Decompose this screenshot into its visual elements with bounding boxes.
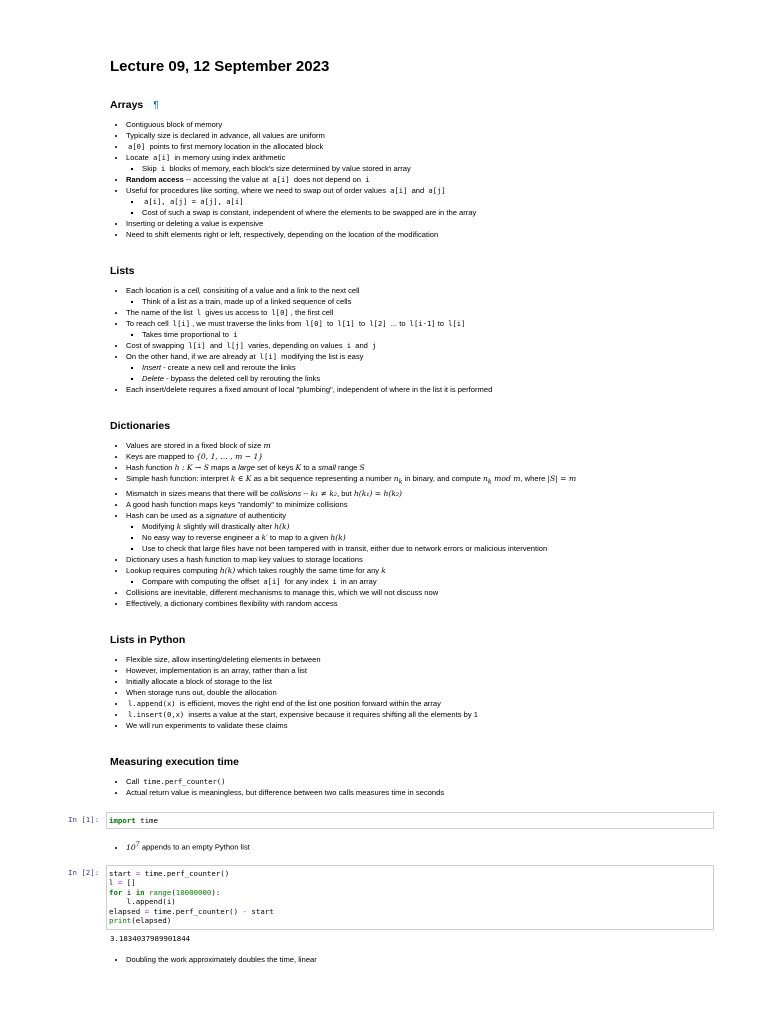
item-text: To reach cell	[126, 319, 169, 328]
list-item: • Each insert/delete requires a fixed amount of local "plumbing", independent of where in the list it is performed	[126, 384, 720, 395]
item-text: in binary, and compute	[404, 474, 481, 483]
item-text: which takes roughly the same time for any	[237, 565, 380, 575]
list-item	[142, 521, 720, 532]
item-text: On the other hand, if we are already at	[126, 352, 256, 361]
inline-code: l[2]	[369, 319, 387, 328]
item-text: to	[326, 319, 334, 328]
inline-code: l[i]	[172, 319, 191, 328]
item-text: to	[437, 319, 444, 328]
math-sub: k	[398, 478, 403, 486]
math: K	[295, 463, 302, 472]
code-input-1[interactable]	[106, 812, 714, 830]
code-text: l	[109, 878, 118, 888]
item-text: - create a new cell and reroute the links	[163, 363, 296, 372]
code-input-2[interactable]	[106, 865, 714, 930]
item-text: Hash can be used as a	[126, 510, 204, 520]
item-text: - bypass the deleted cell by rerouting the links	[166, 374, 321, 383]
dictionaries-list	[110, 440, 720, 609]
list-item: • Flexible size, allow inserting/deleting elements in between	[126, 654, 720, 665]
math-sub: k	[487, 478, 492, 486]
python-lists-heading: Lists in Python	[110, 633, 186, 646]
code-operator: -	[242, 906, 247, 916]
item-text: is efficient, moves the right end of the list one position forward within the array	[179, 698, 441, 708]
inline-code: time.perf_counter()	[143, 776, 226, 786]
list-item	[142, 576, 720, 587]
list-item: ▪ Cost of such a swap is constant, independent of where the elements to be swapped are in the array	[142, 207, 720, 218]
item-text: and	[411, 186, 425, 195]
item-text: Mismatch in sizes means that there will be	[126, 488, 269, 498]
inline-code: a[i]	[152, 153, 171, 162]
em-term: collisions	[270, 488, 302, 498]
item-text: modifying the list is easy	[281, 352, 364, 361]
list-item	[126, 698, 720, 709]
code-text: i	[122, 887, 136, 897]
math	[483, 474, 521, 486]
list-item	[142, 532, 720, 543]
item-text: Locate	[126, 153, 149, 162]
arrays-list	[110, 119, 720, 240]
list-item	[126, 440, 720, 451]
list-item: ▪ Use to check that large files have not been tampered with in transit, either due to network errors or malicious intervention	[142, 543, 720, 554]
inline-code: a[i], a[j] = a[j], a[i]	[144, 197, 244, 206]
item-text: in memory using index arithmetic	[174, 153, 286, 162]
sub-list	[126, 329, 720, 340]
inline-code: a[i]	[272, 175, 290, 184]
item-text: Useful for procedures like sorting, where we need to swap out of order values	[126, 186, 387, 195]
em-term: Insert	[142, 363, 161, 372]
item-text: -- accessing the value at	[185, 175, 269, 184]
list-item	[126, 307, 720, 318]
section-timing	[110, 755, 720, 798]
inline-code: l	[196, 308, 202, 317]
list-item	[126, 351, 720, 384]
math: h(k)	[330, 532, 346, 542]
lists-list	[110, 285, 720, 395]
item-text: to	[358, 319, 366, 328]
inline-code: a[0]	[128, 142, 146, 151]
sub-list	[126, 196, 720, 218]
item-text: range	[337, 463, 358, 472]
item-text: Hash function	[126, 463, 173, 472]
code-builtin: print	[109, 916, 132, 926]
inline-code: l[i]	[188, 341, 206, 350]
list-item: • We will run experiments to validate these claims	[126, 720, 720, 731]
code-text: start	[246, 906, 274, 916]
list-item: • Initially allocate a block of storage to the list	[126, 676, 720, 687]
inline-code: l[i-1]	[409, 319, 436, 328]
inline-code: i	[346, 341, 352, 350]
inline-code: i	[160, 164, 166, 173]
code-keyword: for	[109, 887, 123, 897]
list-item	[126, 141, 720, 152]
code-text: elapsed	[109, 906, 145, 916]
sub-list	[126, 163, 720, 174]
item-text: Modifying	[142, 521, 175, 531]
lists-heading: Lists	[110, 265, 135, 277]
item-text: consisiting of a value and a link to the next cell	[203, 286, 360, 295]
list-item: • Dictionary uses a hash function to map key values to storage locations	[126, 554, 720, 565]
item-text: gives us access to	[205, 308, 268, 317]
item-text: The name of the list	[126, 308, 193, 317]
list-item: • Doubling the work approximately doubles the time, linear	[126, 954, 720, 965]
inline-code: l[i]	[259, 352, 278, 361]
math: {0, 1, … , m − 1}	[196, 452, 264, 461]
inline-code: l.append(x)	[128, 698, 176, 708]
page-title: Lecture 09, 12 September 2023	[110, 58, 330, 75]
code-keyword: import	[109, 815, 136, 825]
list-item: • Collisions are inevitable, different mechanisms to manage this, which we will not discuss now	[126, 587, 720, 598]
list-item	[126, 462, 720, 473]
anchor-link-icon[interactable]: ¶	[153, 99, 159, 111]
math: k₁ ≠ k₂	[310, 488, 337, 498]
list-item	[142, 163, 720, 174]
code-cell-2	[68, 865, 720, 944]
list-item: • Need to shift elements right or left, respectively, depending on the location of the modification	[126, 229, 720, 240]
list-item	[126, 709, 720, 720]
list-item	[142, 362, 720, 373]
code-text: (elapsed)	[131, 916, 172, 926]
math-var: n	[393, 474, 399, 483]
item-text: to map to a given	[269, 532, 329, 542]
inline-code: l[1]	[337, 319, 355, 328]
item-text: , we must traverse the links from	[192, 319, 302, 328]
code-cell-1	[68, 812, 720, 830]
list-item: • Contiguous block of memory	[126, 119, 720, 130]
code-text: []	[122, 878, 136, 888]
math: S	[359, 463, 365, 472]
em-term: signature	[205, 510, 238, 520]
python-lists-list	[110, 654, 720, 731]
inline-code: a[i]	[390, 186, 408, 195]
list-item: • Effectively, a dictionary combines flexibility with random access	[126, 598, 720, 609]
math: k	[176, 521, 182, 531]
code-text: start	[109, 868, 136, 878]
code-text: l.append(i)	[109, 897, 176, 907]
item-text: Takes time proportional to	[142, 330, 229, 339]
item-text: varies, depending on values	[248, 341, 343, 350]
inline-code: i	[332, 576, 337, 586]
math: |S| = m	[547, 474, 577, 483]
math: h : K → S	[174, 463, 209, 472]
math-var: mod m	[494, 474, 521, 483]
sub-list	[126, 521, 720, 554]
list-item	[126, 318, 720, 340]
item-text: points to first memory location in the allocated block	[149, 142, 324, 151]
item-text: inserts a value at the start, expensive because it requires shifting all the elements by 1	[188, 709, 478, 719]
item-text: for any index	[284, 576, 329, 586]
section-dictionaries	[110, 419, 720, 609]
item-text: Compare with computing the offset	[142, 576, 260, 586]
cell-prompt: In [1]:	[68, 814, 100, 824]
list-item: ▪ Think of a list as a train, made up of a linked sequence of cells	[142, 296, 720, 307]
item-text: of authenticity	[239, 510, 287, 520]
code-number: 10000000	[175, 887, 212, 897]
math: h(k)	[274, 521, 290, 531]
sub-list	[126, 296, 720, 307]
cell-output: 3.1834037989901844	[110, 933, 191, 943]
item-text: and	[355, 341, 368, 350]
timing-heading: Measuring execution time	[110, 755, 239, 768]
item-text: in an array	[340, 576, 377, 586]
list-item: • Inserting or deleting a value is expensive	[126, 218, 720, 229]
math: k ∈ K	[230, 474, 252, 483]
list-item: • When storage runs out, double the allocation	[126, 687, 720, 698]
em-term: cell,	[187, 286, 202, 295]
list-item	[126, 451, 720, 462]
math: h(k₁) = h(k₂)	[353, 488, 402, 498]
dictionaries-heading: Dictionaries	[110, 420, 171, 432]
code-text: ):	[211, 887, 221, 897]
item-text: Cost of swapping	[126, 341, 185, 350]
list-item	[142, 329, 720, 340]
list-item	[142, 196, 720, 207]
inline-code: a[j]	[428, 186, 446, 195]
item-text: and	[209, 341, 223, 350]
item-text: Skip	[142, 164, 157, 173]
inline-code: l[0]	[305, 319, 323, 328]
list-item: • Typically size is declared in advance, all values are uniform	[126, 130, 720, 141]
list-item	[126, 174, 720, 185]
list-item: • However, implementation is an array, rather than a list	[126, 665, 720, 676]
item-text: , the first cell	[290, 308, 334, 317]
item-text: maps a	[211, 463, 236, 472]
list-item	[126, 565, 720, 587]
inline-code: a[i]	[263, 576, 281, 586]
item-text: Call	[126, 776, 140, 786]
markdown-cell-doubling	[110, 954, 720, 965]
item-text: set of keys	[257, 463, 294, 472]
math	[126, 843, 140, 852]
list-item	[126, 510, 720, 554]
item-text: as a bit sequence representing a number	[253, 474, 392, 483]
math: k	[381, 565, 386, 575]
em-term: Delete	[142, 374, 164, 383]
item-text: Simple hash function: interpret	[126, 474, 229, 483]
list-item	[126, 285, 720, 307]
math: h(k)	[219, 565, 236, 575]
appends-list	[110, 839, 720, 853]
sub-list	[126, 576, 720, 587]
inline-code: l[i]	[448, 319, 466, 328]
section-arrays	[110, 98, 720, 240]
list-item	[126, 340, 720, 351]
item-text: blocks of memory, each block's size determined by value stored in array	[169, 164, 411, 173]
em-term: small	[318, 463, 336, 472]
bold-term: Random access	[126, 175, 184, 184]
code-keyword: in	[135, 887, 145, 897]
code-operator: =	[117, 878, 123, 888]
math-var: n	[483, 474, 488, 483]
inline-code: l[j]	[226, 341, 244, 350]
list-item: • Actual return value is meaningless, but difference between two calls measures time in seconds	[126, 787, 720, 798]
item-text: slightly will drastically alter	[183, 521, 272, 531]
sub-list	[126, 362, 720, 384]
section-lists	[110, 264, 720, 395]
item-text: to a	[303, 463, 316, 472]
code-text: time	[135, 815, 158, 825]
item-text: --	[303, 488, 309, 498]
inline-code: j	[372, 341, 377, 350]
list-item	[126, 839, 720, 853]
list-item	[126, 185, 720, 218]
timing-list	[110, 776, 720, 798]
math: m	[263, 441, 271, 450]
list-item	[126, 488, 720, 499]
item-text: ... to	[390, 319, 406, 328]
em-term: large	[238, 463, 255, 472]
math: k′	[261, 532, 268, 542]
code-operator: =	[144, 906, 150, 916]
markdown-cell-appends	[110, 839, 720, 853]
doubling-list	[110, 954, 720, 965]
math-sup: 7	[135, 841, 140, 849]
list-item	[126, 152, 720, 174]
arrays-heading	[110, 98, 720, 112]
notebook-content	[68, 56, 720, 977]
inline-code: l.insert(0,x)	[128, 709, 185, 719]
item-text: Keys are mapped to	[126, 452, 194, 461]
inline-code: i	[233, 330, 238, 339]
item-text: Values are stored in a fixed block of size	[126, 441, 262, 450]
item-text: Lookup requires computing	[126, 565, 218, 575]
math	[393, 474, 403, 486]
item-text: No easy way to reverse engineer a	[142, 532, 260, 542]
math-var: 10	[126, 842, 136, 852]
item-text: does not depend on	[293, 175, 361, 184]
code-text: (	[171, 887, 176, 897]
code-text: time.perf_counter()	[149, 906, 243, 916]
code-builtin: range	[149, 887, 172, 897]
arrays-heading-text: Arrays	[110, 99, 144, 111]
list-item	[126, 776, 720, 787]
item-text: appends to an empty Python list	[141, 842, 250, 852]
code-text: time.perf_counter()	[140, 868, 230, 878]
section-python-lists	[110, 633, 720, 731]
item-text: Each location is a	[126, 286, 186, 295]
inline-code: l[0]	[271, 308, 289, 317]
item-text: , but	[336, 488, 352, 498]
code-operator: =	[135, 868, 141, 878]
list-item	[142, 373, 720, 384]
inline-code: i	[365, 175, 370, 184]
item-text: , where	[520, 474, 546, 483]
list-item	[126, 473, 720, 488]
list-item: • A good hash function maps keys "randomly" to minimize collisions	[126, 499, 720, 510]
cell-prompt: In [2]:	[68, 867, 100, 877]
